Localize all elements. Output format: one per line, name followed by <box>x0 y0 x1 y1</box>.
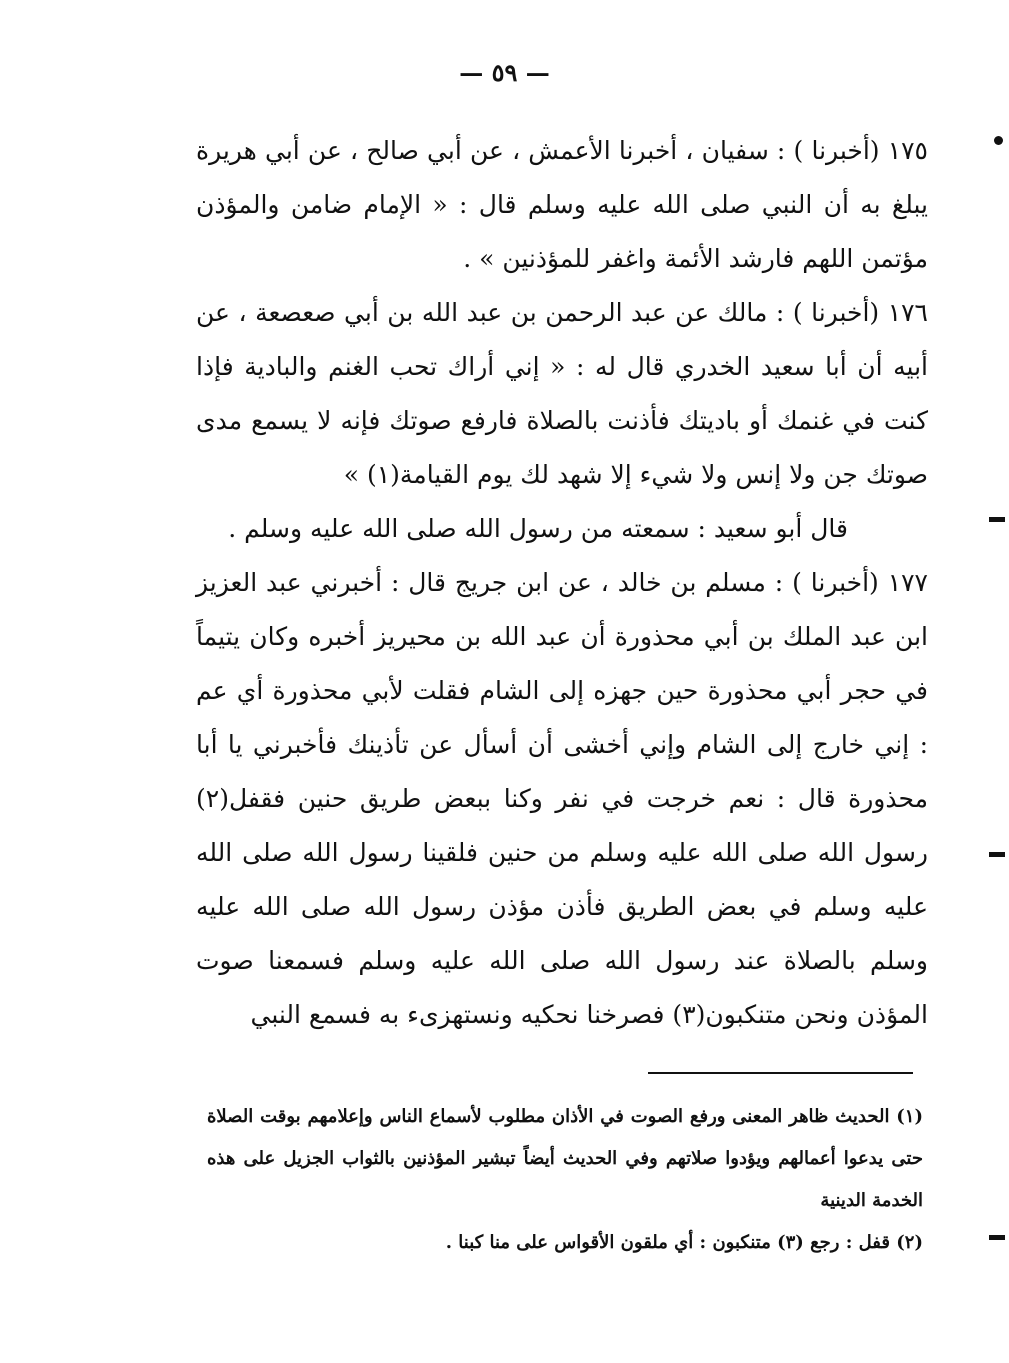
page-number: — ٥٩ — <box>459 58 550 87</box>
footnote-1: (١) الحديث ظاهر المعنى ورفع الصوت في الأذان مطلوب لأسماع الناس وإعلامهم بوقت الصلاة حتى يدعوا أعمالهم ويؤدوا صلاتهم وفي الحديث أيضاً تبشير المؤذنين بالثواب الجزيل على هذه الخدمة الدينية <box>207 1106 923 1211</box>
margin-tick-mark <box>989 517 1005 522</box>
hadith-paragraph-175: ١٧٥ (أخبرنا ) : سفيان ، أخبرنا الأعمش ، عن أبي صالح ، عن أبي هريرة يبلغ به أن النبي صلى الله عليه وسلم قال : « الإمام ضامن والمؤذن مؤتمن اللهم فارشد الأئمة واغفر للمؤذنين » . <box>196 136 928 273</box>
margin-tick-mark <box>989 1235 1005 1240</box>
footnote-divider <box>648 1072 913 1074</box>
hadith-paragraph-177: ١٧٧ (أخبرنا ) : مسلم بن خالد ، عن ابن جريج قال : أخبرني عبد العزيز ابن عبد الملك بن أبي محذورة أن عبد الله بن محيريز أخبره وكان يتيماً في حجر أبي محذورة حين جهزه إلى الشام فقلت لأبي محذورة أي عم : إني خارج إلى الشام وإني أخشى أن أسأل عن تأذينك فأخبرني يا أبا محذورة قال : نعم خرجت في نفر وكنا ببعض طريق حنين فقفل(٢) رسول الله صلى الله عليه وسلم من حنين فلقينا رسول الله صلى الله عليه وسلم في بعض الطريق فأذن مؤذن رسول الله صلى الله عليه وسلم بالصلاة عند رسول الله صلى الله عليه وسلم فسمعنا صوت المؤذن ونحن متنكبون(٣) فصرخنا نحكيه ونستهزىء به فسمع النبي <box>196 568 928 1029</box>
hadith-paragraph-176: ١٧٦ (أخبرنا ) : مالك عن عبد الرحمن بن عبد الله بن أبي صعصعة ، عن أبيه أن أبا سعيد الخدري قال له : « إني أراك تحب الغنم والبادية فإذا كنت في غنمك أو باديتك فأذنت بالصلاة فارفع صوتك فإنه لا يسمع مدى صوتك جن ولا إنس ولا شيء إلا شهد لك يوم القيامة(١) » <box>196 298 928 489</box>
footnotes-section <box>207 1096 923 1264</box>
main-text-body <box>196 124 928 1042</box>
narrator-statement: قال أبو سعيد : سمعته من رسول الله صلى الله عليه وسلم . <box>228 514 848 543</box>
footnote-2-3: (٢) قفل : رجع (٣) متنكبون : أي ملقون الأقواس على منا كبنا . <box>445 1232 923 1253</box>
margin-tick-mark <box>989 852 1005 857</box>
margin-dot-mark <box>994 136 1003 145</box>
